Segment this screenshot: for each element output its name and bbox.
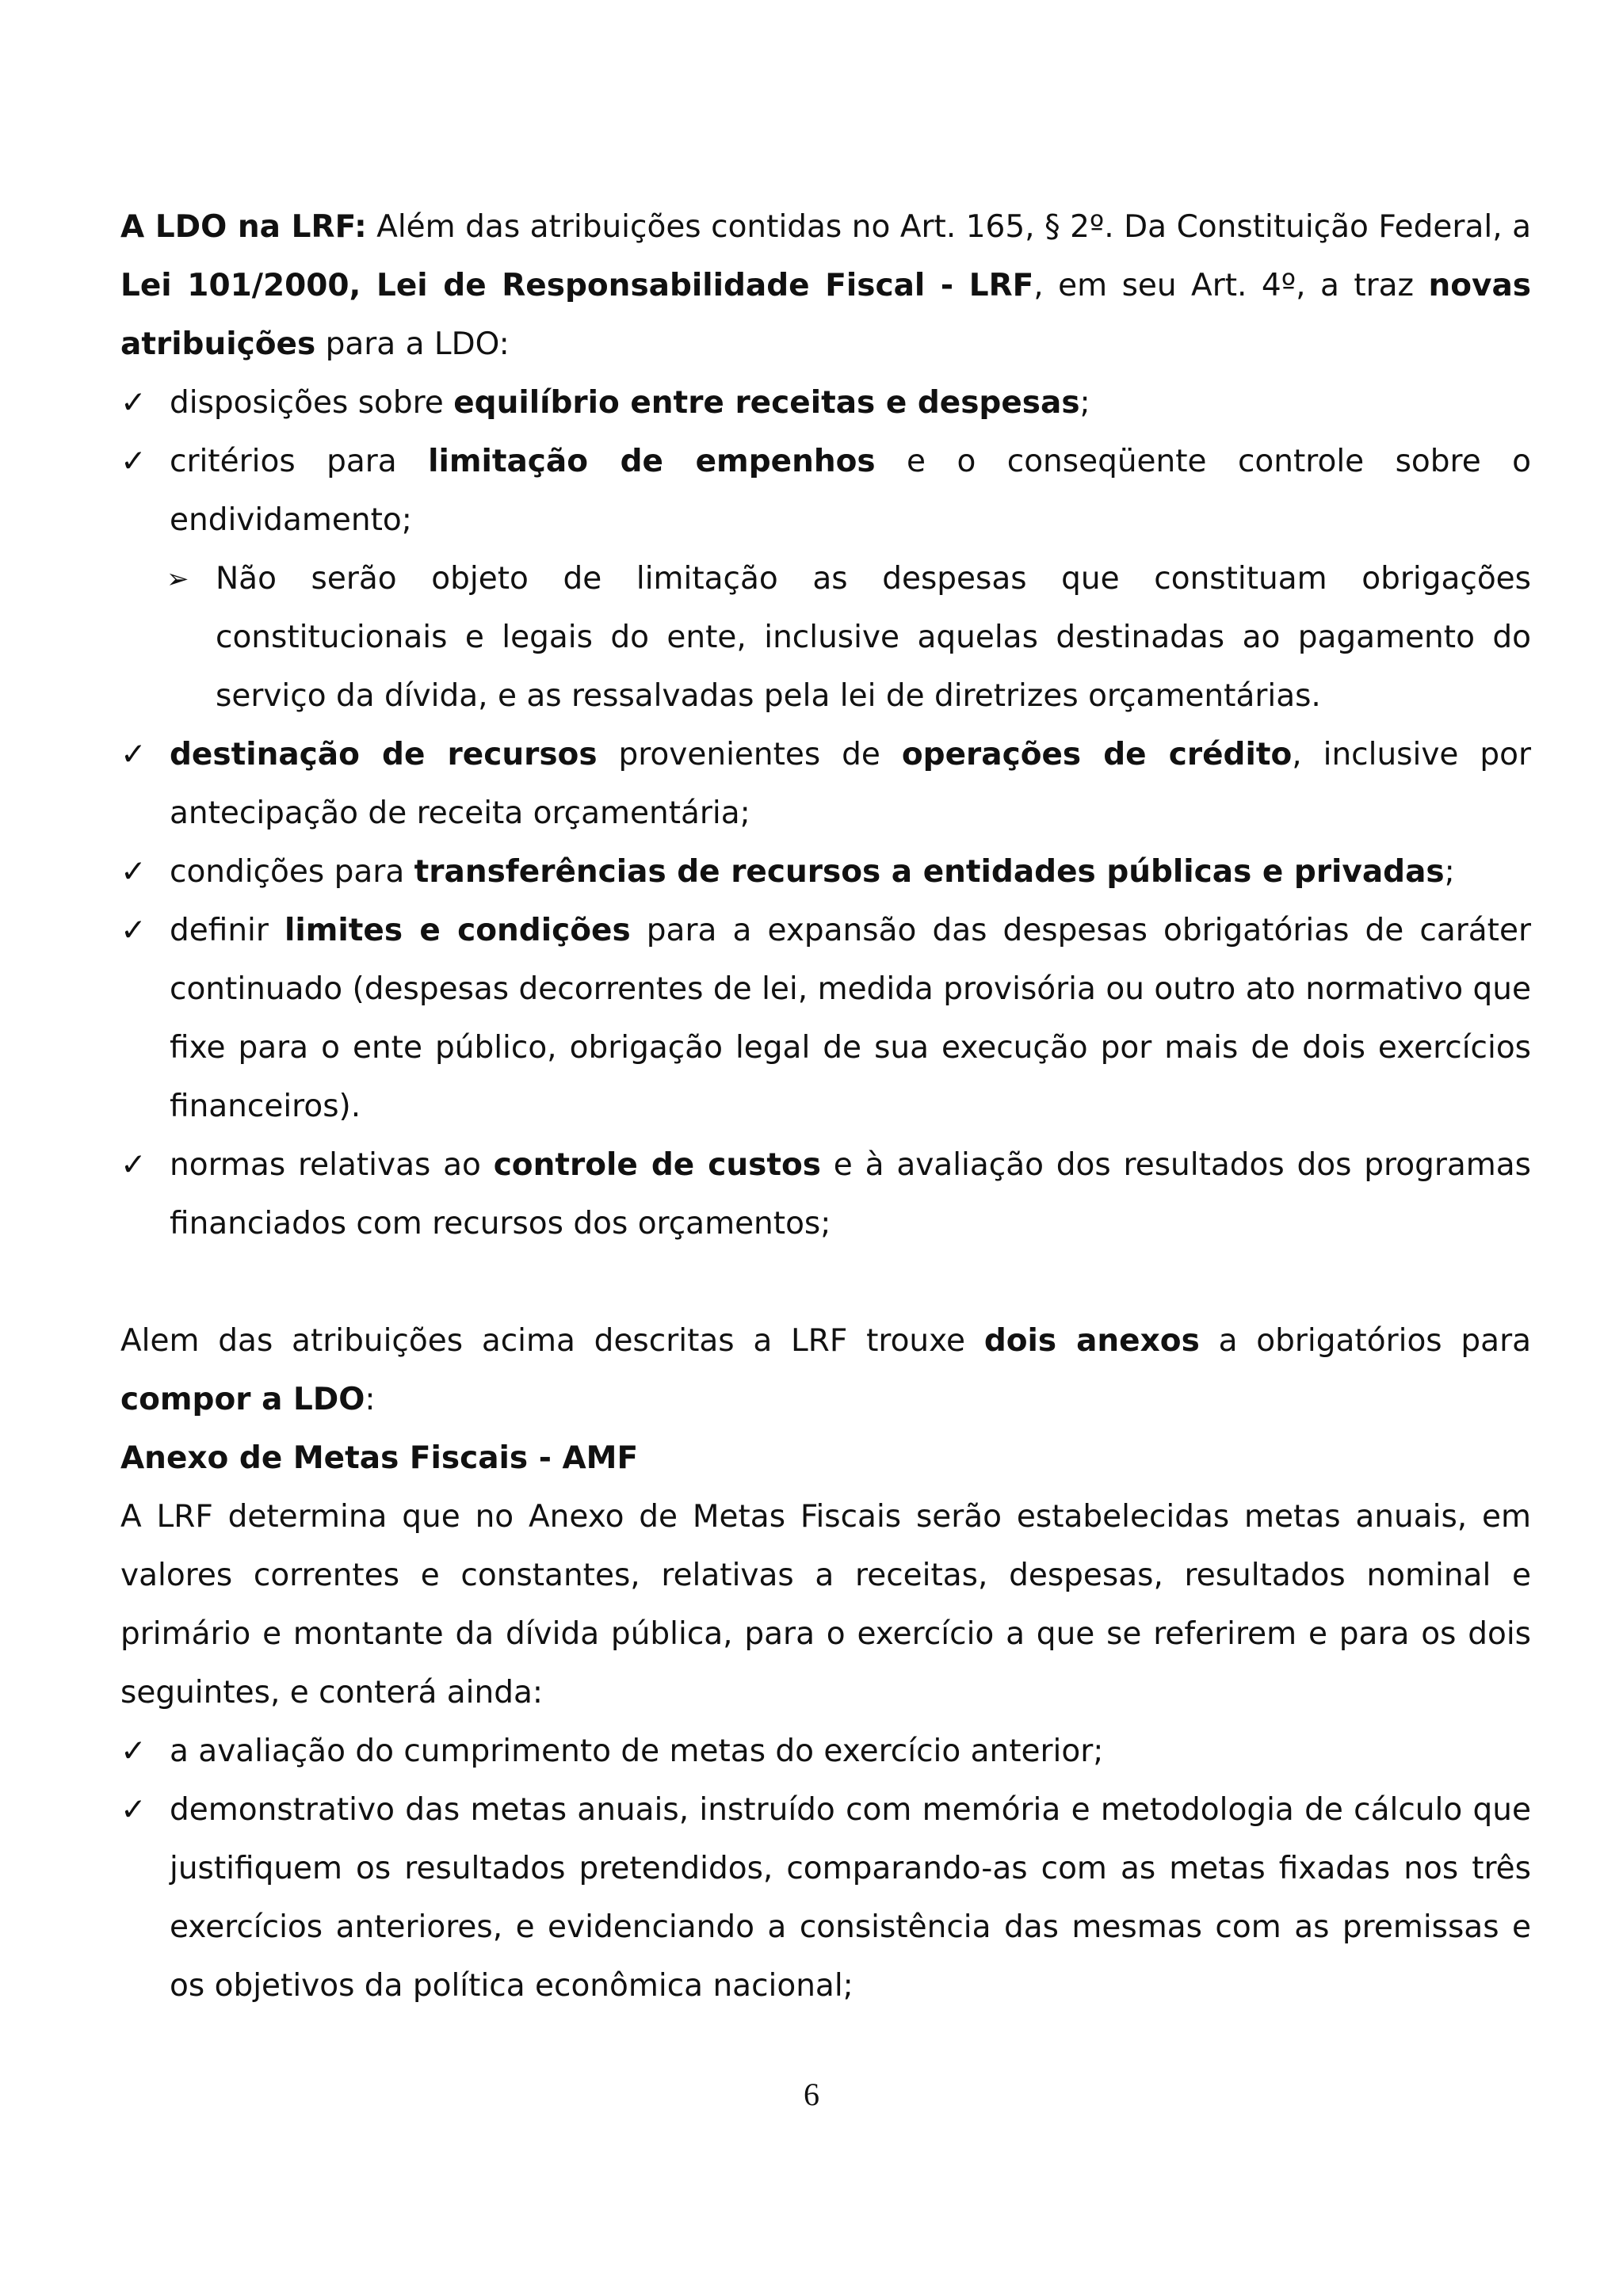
text: normas relativas ao [170, 1147, 494, 1183]
bold-text: destinação de recursos [170, 737, 598, 772]
checkmark-icon: ✓ [120, 444, 147, 479]
heading-text: Anexo de Metas Fiscais - AMF [120, 1440, 639, 1476]
text: Alem das atribuições acima descritas a LRF trouxe [120, 1323, 984, 1359]
text: condições para [170, 854, 414, 890]
text: e o conseqüente controle sobre o endividamento; [170, 444, 1531, 538]
bold-text: limitação de empenhos [428, 444, 876, 479]
list-item [120, 726, 1531, 843]
text: e à avaliação dos resultados dos programas financiados com recursos dos orçamentos; [170, 1147, 1531, 1241]
checkmark-icon: ✓ [120, 1147, 147, 1183]
text: Além das atribuições contidas no Art. 165, § 2º. Da Constituição Federal, a [366, 209, 1531, 245]
list-item [120, 902, 1531, 1136]
text: disposições sobre [170, 385, 454, 421]
bold-text: operações de crédito [901, 737, 1293, 772]
text: provenientes de [597, 737, 902, 772]
spacer [120, 1253, 1531, 1312]
section-heading [120, 1429, 1531, 1488]
checkmark-icon: ✓ [120, 1792, 147, 1828]
list-item [120, 1136, 1531, 1253]
arrowhead-icon: ➢ [166, 563, 189, 595]
intro-paragraph [120, 198, 1531, 374]
text: para a LDO: [315, 326, 510, 362]
text: a avaliação do cumprimento de metas do exercício anterior; [170, 1733, 1104, 1769]
bold-text: Lei 101/2000, Lei de Responsabilidade Fiscal - LRF [120, 268, 1034, 303]
bold-text: compor a LDO [120, 1382, 365, 1417]
list-item [120, 374, 1531, 433]
text: , inclusive por antecipação de receita orçamentária; [170, 737, 1531, 831]
checkmark-icon: ✓ [120, 1733, 147, 1769]
amf-paragraph: A LRF determina que no Anexo de Metas Fiscais serão estabelecidas metas anuais, em valores correntes e constantes, relativas a receitas, despesas, resultados nominal e primário e montante da dívida pública, para o exercício a que se referirem e para os dois seguintes, e conterá ainda: [120, 1499, 1531, 1711]
text: para a expansão das despesas obrigatórias de caráter continuado (despesas decorrentes de lei, medida provisória ou outro ato normativo que fixe para o ente público, obrigação legal de sua execução por mais de dois exercícios financeiros). [170, 913, 1531, 1124]
list-item [120, 1722, 1531, 1781]
text: critérios para [170, 444, 429, 479]
checkmark-icon: ✓ [120, 385, 147, 421]
list-item [120, 1781, 1531, 2016]
text: a obrigatórios para [1199, 1323, 1531, 1359]
bold-text: dois anexos [983, 1323, 1200, 1359]
text: demonstrativo das metas anuais, instruído com memória e metodologia de cálculo que justifiquem os resultados pretendidos, comparando-as com as metas fixadas nos três exercícios anteriores, e evidenciando a consistência das mesmas com as premissas e os objetivos da política econômica nacional; [170, 1792, 1531, 2004]
text: ; [1079, 385, 1090, 421]
list-item [120, 433, 1531, 550]
bold-text: controle de custos [493, 1147, 821, 1183]
checkmark-icon: ✓ [120, 737, 147, 772]
text: , em seu Art. 4º, a traz [1033, 268, 1429, 303]
bold-text: novas atribuições [120, 268, 1531, 362]
text: Não serão objeto de limitação as despesas que constituam obrigações constitucionais e legais do ente, inclusive aquelas destinadas ao pagamento do serviço da dívida, e as ressalvadas pela lei de diretrizes orçamentárias. [216, 561, 1531, 714]
text: definir [170, 913, 285, 948]
document-body [120, 198, 1531, 2016]
bold-text: transferências de recursos a entidades públicas e privadas [414, 854, 1445, 890]
page-number: 6 [804, 2077, 819, 2112]
list-item [120, 843, 1531, 902]
text: : [365, 1382, 376, 1417]
checkmark-icon: ✓ [120, 854, 147, 890]
bold-text: A LDO na LRF: [120, 209, 367, 245]
text: ; [1444, 854, 1455, 890]
bold-text: equilíbrio entre receitas e despesas [453, 385, 1080, 421]
bold-text: limites e condições [285, 913, 631, 948]
annexes-paragraph [120, 1312, 1531, 1429]
checkmark-icon: ✓ [120, 913, 147, 948]
sub-list-item [120, 550, 1531, 726]
